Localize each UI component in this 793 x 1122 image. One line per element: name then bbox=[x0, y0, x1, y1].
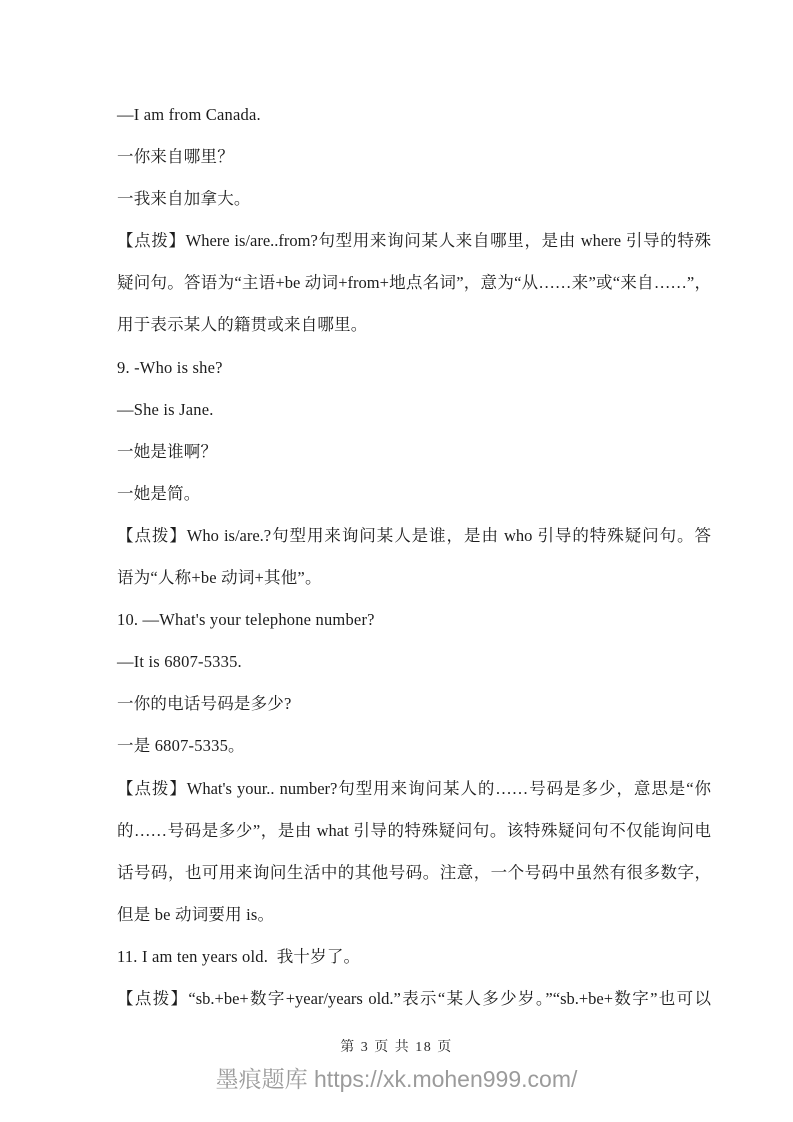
text-line: 【点拨】Where is/are..from?句型用来询问某人来自哪里，是由 where 引导的特殊 bbox=[117, 231, 711, 251]
text-line: 一她是简。 bbox=[117, 483, 201, 503]
text-line: —She is Jane. bbox=[117, 399, 214, 419]
text-line: 用于表示某人的籍贯或来自哪里。 bbox=[117, 315, 368, 335]
document-body bbox=[117, 94, 711, 1020]
text-line: 10. —What's your telephone number? bbox=[117, 610, 375, 630]
text-line: 一她是谁啊？ bbox=[117, 441, 218, 461]
page-footer bbox=[0, 1038, 793, 1058]
page-number-indicator: 第 3 页 共 18 页 bbox=[340, 1040, 453, 1055]
text-line: 话号码，也可用来询问生活中的其他号码。注意，一个号码中虽然有很多数字， bbox=[117, 862, 711, 882]
text-line: 【点拨】Who is/are.?句型用来询问某人是谁，是由 who 引导的特殊疑问句。答 bbox=[117, 525, 711, 545]
text-line: 一你来自哪里？ bbox=[117, 147, 234, 167]
text-line: 的……号码是多少”，是由 what 引导的特殊疑问句。该特殊疑问句不仅能询问电 bbox=[117, 820, 711, 840]
text-line: 11. I am ten years old. 我十岁了。 bbox=[117, 946, 361, 966]
text-line: 但是 be 动词要用 is。 bbox=[117, 904, 275, 924]
text-line: 一我来自加拿大。 bbox=[117, 189, 251, 209]
watermark-text: 墨痕题库 https://xk.mohen999.com/ bbox=[215, 1066, 578, 1092]
text-line: 【点拨】“sb.+be+数字+year/years old.”表示“某人多少岁。”“sb.+be+数字”也可以 bbox=[117, 988, 711, 1008]
text-line: —I am from Canada. bbox=[117, 105, 261, 124]
text-line: 语为“人称+be 动词+其他”。 bbox=[117, 568, 322, 588]
text-line: 一是 6807-5335。 bbox=[117, 736, 245, 756]
text-line: 一你的电话号码是多少? bbox=[117, 694, 292, 714]
text-line: 疑问句。答语为“主语+be 动词+from+地点名词”，意为“从……来”或“来自……”， bbox=[117, 273, 711, 293]
text-line: —It is 6807-5335. bbox=[117, 652, 242, 672]
text-line: 【点拨】What's your.. number?句型用来询问某人的……号码是多少，意思是“你 bbox=[117, 778, 711, 798]
text-line: 9. -Who is she? bbox=[117, 357, 223, 377]
